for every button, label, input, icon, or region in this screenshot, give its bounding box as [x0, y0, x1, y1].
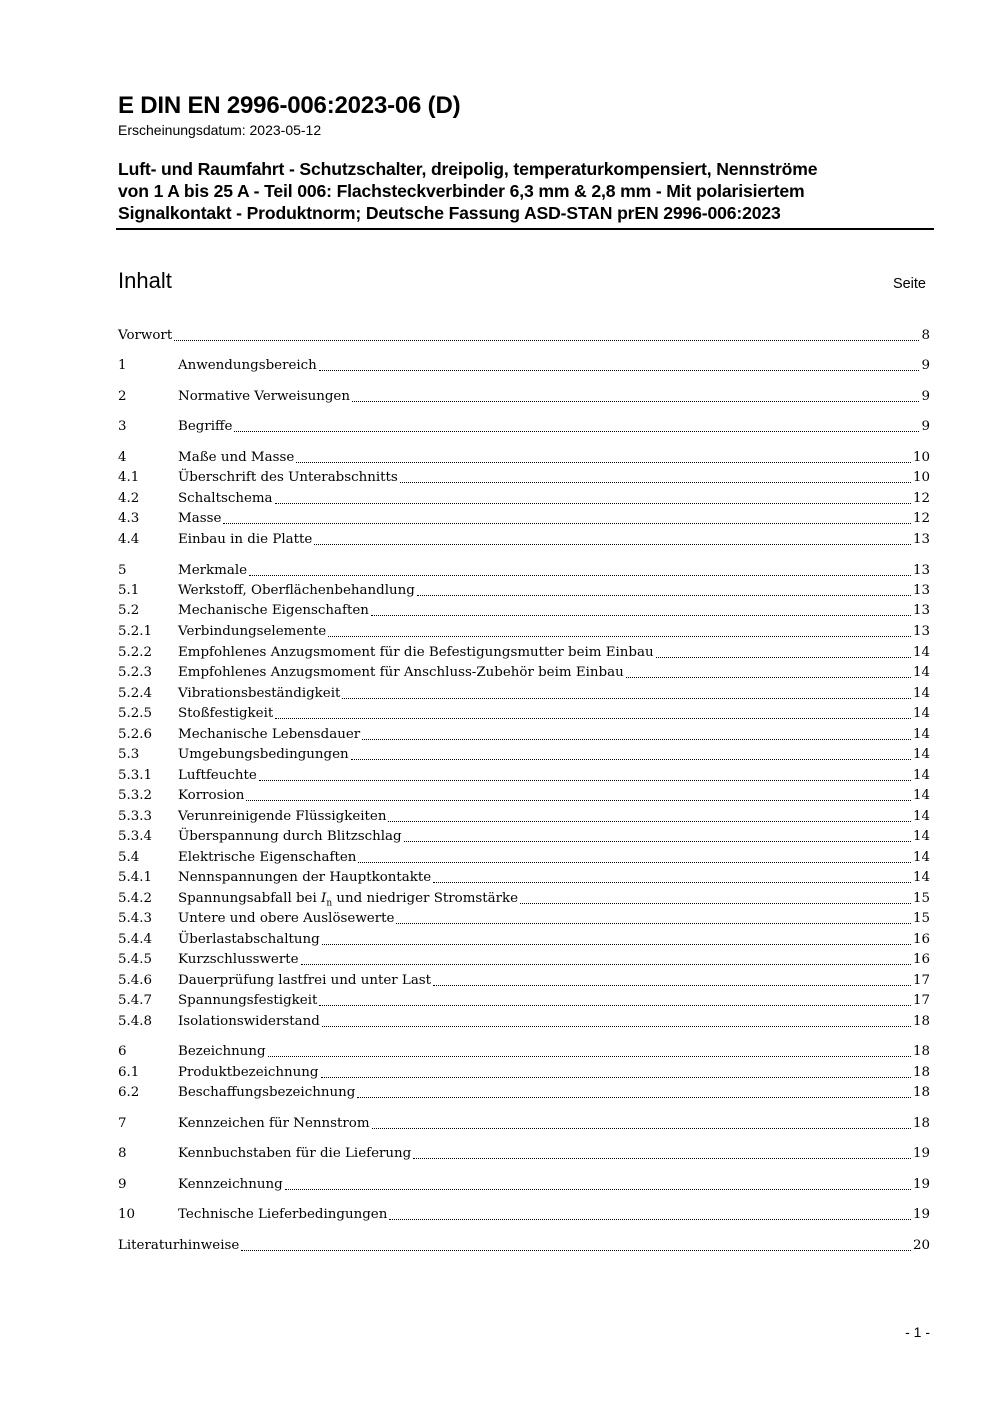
- toc-entry-number: 5.2.3: [118, 665, 153, 680]
- document-title-line: von 1 A bis 25 A - Teil 006: Flachsteckverbinder 6,3 mm & 2,8 mm - Mit polarisiertem: [118, 181, 805, 201]
- toc-dot-leader: [301, 963, 911, 965]
- toc-dot-leader: [322, 1025, 911, 1027]
- toc-entry[interactable]: [118, 1063, 930, 1083]
- toc-entry-title: [178, 1063, 319, 1083]
- toc-entry-number: 10: [118, 1207, 136, 1222]
- toc-entry-number: 5.4.8: [118, 1014, 153, 1029]
- title-divider: [116, 228, 934, 230]
- toc-entry[interactable]: [118, 601, 930, 621]
- toc-entry-title-text: Empfohlenes Anzugsmoment für die Befestigungsmutter beim Einbau: [178, 645, 654, 660]
- toc-entry-page: 12: [912, 491, 930, 506]
- toc-entry-page: 13: [912, 624, 930, 639]
- toc-dot-leader: [396, 922, 911, 924]
- document-title-line: Luft- und Raumfahrt - Schutzschalter, dreipolig, temperaturkompensiert, Nennströme: [118, 159, 818, 179]
- toc-dot-leader: [417, 594, 911, 596]
- toc-entry-title-text: Kennzeichen für Nennstrom: [178, 1116, 370, 1131]
- toc-entry[interactable]: [118, 643, 930, 663]
- toc-entry-page: 14: [912, 829, 930, 844]
- toc-dot-leader: [268, 1055, 911, 1057]
- page-column-label: Seite: [892, 276, 926, 292]
- toc-entry-title-text: Vorwort: [118, 328, 173, 343]
- toc-entry-title: [178, 663, 624, 683]
- toc-entry-title: [118, 1236, 239, 1256]
- toc-entry-number: 5.4.6: [118, 973, 153, 988]
- toc-entry-page: 14: [912, 686, 930, 701]
- toc-entry-page: 18: [912, 1014, 930, 1029]
- toc-entry[interactable]: [118, 704, 930, 724]
- toc-entry-title: [178, 725, 360, 745]
- toc-dot-leader: [433, 984, 911, 986]
- toc-entry-page: 14: [912, 870, 930, 885]
- toc-entry-title-text: Verunreinigende Flüssigkeiten: [178, 809, 387, 824]
- toc-entry[interactable]: [118, 326, 930, 346]
- toc-entry-title-text: Dauerprüfung lastfrei und unter Last: [178, 973, 432, 988]
- toc-entry-title: [178, 909, 394, 929]
- toc-entry[interactable]: [118, 971, 930, 991]
- toc-entry-page: 17: [912, 973, 930, 988]
- toc-entry-number: 5.3.2: [118, 788, 153, 803]
- toc-entry-symbol: I: [321, 891, 327, 906]
- toc-dot-leader: [352, 400, 920, 402]
- toc-entry-title-text: Empfohlenes Anzugsmoment für Anschluss-Zubehör beim Einbau: [178, 665, 624, 680]
- toc-entry-title-text: Nennspannungen der Hauptkontakte: [178, 870, 432, 885]
- toc-entry-title: [178, 561, 247, 581]
- toc-entry[interactable]: [118, 909, 930, 929]
- toc-dot-leader: [389, 1218, 911, 1220]
- toc-entry-page: 18: [912, 1065, 930, 1080]
- toc-entry-number: 7: [118, 1116, 127, 1131]
- toc-entry-page: 18: [912, 1116, 930, 1131]
- toc-entry[interactable]: [118, 1114, 930, 1134]
- toc-dot-leader: [319, 369, 920, 371]
- toc-dot-leader: [351, 758, 911, 760]
- toc-entry[interactable]: [118, 1236, 930, 1256]
- toc-entry-page: 15: [912, 891, 930, 906]
- toc-entry-page: 9: [921, 419, 930, 434]
- toc-dot-leader: [321, 1076, 911, 1078]
- toc-entry-page: 14: [912, 706, 930, 721]
- toc-entry-page: 18: [912, 1044, 930, 1059]
- toc-entry-title: [178, 868, 431, 888]
- toc-entry-title-text: Masse: [178, 511, 222, 526]
- toc-entry-title-text: Bezeichnung: [178, 1044, 266, 1059]
- toc-entry[interactable]: [118, 1144, 930, 1164]
- toc-entry-title-text: Produktbezeichnung: [178, 1065, 319, 1080]
- toc-entry[interactable]: [118, 786, 930, 806]
- toc-entry-title-text: Kennzeichnung: [178, 1177, 283, 1192]
- toc-dot-leader: [249, 574, 911, 576]
- toc-entry-number: 5.4.7: [118, 993, 153, 1008]
- toc-entry-title-text: Vibrationsbeständigkeit: [178, 686, 341, 701]
- toc-entry-title-text: Mechanische Eigenschaften: [178, 603, 369, 618]
- toc-entry-page: 13: [912, 563, 930, 578]
- toc-entry-title: [178, 509, 221, 529]
- toc-entry-title-text: Beschaffungsbezeichnung: [178, 1085, 356, 1100]
- toc-entry[interactable]: [118, 448, 930, 468]
- toc-dot-leader: [296, 461, 911, 463]
- footer-page-number: - 1 -: [905, 1324, 930, 1340]
- toc-entry-number: 6.1: [118, 1065, 140, 1080]
- toc-entry-title: [178, 745, 349, 765]
- toc-entry-title-text: Spannungsfestigkeit: [178, 993, 318, 1008]
- toc-entry[interactable]: [118, 1042, 930, 1062]
- toc-dot-leader: [223, 522, 911, 524]
- toc-dot-leader: [322, 943, 911, 945]
- toc-entry-number: 1: [118, 358, 127, 373]
- toc-entry-title-text: Umgebungsbedingungen: [178, 747, 349, 762]
- toc-dot-leader: [285, 1188, 911, 1190]
- toc-entry-title: [178, 417, 232, 437]
- toc-entry-number: 5.4.4: [118, 932, 153, 947]
- toc-entry-number: 5.2.5: [118, 706, 153, 721]
- toc-entry-number: 5.4.5: [118, 952, 153, 967]
- toc-entry-page: 19: [912, 1207, 930, 1222]
- toc-entry-title: [178, 581, 415, 601]
- toc-entry-number: 5.4.1: [118, 870, 153, 885]
- toc-entry-title-text: Merkmale: [178, 563, 248, 578]
- toc-entry-title: [178, 971, 431, 991]
- toc-entry-title: [178, 1114, 370, 1134]
- toc-entry-page: 8: [921, 328, 930, 343]
- toc-entry-number: 4: [118, 450, 127, 465]
- toc-entry-page: 14: [912, 645, 930, 660]
- toc-entry-number: 8: [118, 1146, 127, 1161]
- toc-dot-leader: [259, 779, 911, 781]
- toc-entry[interactable]: [118, 561, 930, 581]
- toc-entry-page: 20: [912, 1238, 930, 1253]
- toc-dot-leader: [372, 1127, 911, 1129]
- toc-entry-title: [178, 766, 257, 786]
- toc-entry-symbol-subscript: n: [326, 898, 333, 909]
- toc-entry-title: [178, 704, 273, 724]
- toc-entry-page: 19: [912, 1146, 930, 1161]
- toc-entry-page: 18: [912, 1085, 930, 1100]
- toc-entry-page: 9: [921, 358, 930, 373]
- toc-dot-leader: [371, 614, 911, 616]
- toc-entry[interactable]: [118, 991, 930, 1011]
- toc-entry-title: [178, 1144, 411, 1164]
- toc-entry-title-text: Überlastabschaltung: [178, 932, 320, 947]
- toc-entry-number: 5.4.2: [118, 891, 153, 906]
- toc-entry[interactable]: [118, 356, 930, 376]
- toc-entry[interactable]: [118, 468, 930, 488]
- toc-entry-number: 5.2.2: [118, 645, 153, 660]
- toc-entry[interactable]: [118, 1012, 930, 1032]
- toc-entry-title: [178, 1012, 320, 1032]
- document-title: [118, 158, 936, 224]
- toc-entry[interactable]: [118, 745, 930, 765]
- toc-dot-leader: [174, 339, 919, 341]
- toc-entry-number: 4.1: [118, 470, 140, 485]
- toc-entry-title: [178, 448, 294, 468]
- toc-entry[interactable]: [118, 848, 930, 868]
- toc-entry[interactable]: [118, 807, 930, 827]
- toc-entry-title-text: Stoßfestigkeit: [178, 706, 274, 721]
- toc-dot-leader: [433, 881, 911, 883]
- toc-entry[interactable]: [118, 889, 930, 909]
- toc-entry[interactable]: [118, 827, 930, 847]
- toc-dot-leader: [358, 861, 911, 863]
- toc-entry-title-text: Spannungsabfall bei: [178, 891, 317, 906]
- toc-entry-page: 13: [912, 583, 930, 598]
- toc-entry-title: [178, 1042, 266, 1062]
- toc-entry-title-text: Werkstoff, Oberflächenbehandlung: [178, 583, 415, 598]
- toc-dot-leader: [413, 1157, 911, 1159]
- toc-dot-leader: [362, 738, 911, 740]
- toc-dot-leader: [404, 840, 911, 842]
- toc-dot-leader: [234, 430, 919, 432]
- toc-entry-number: 6: [118, 1044, 127, 1059]
- toc-entry-page: 10: [912, 470, 930, 485]
- toc-dot-leader: [275, 717, 911, 719]
- toc-entry-number: 5.3.1: [118, 768, 153, 783]
- toc-entry-number: 4.2: [118, 491, 140, 506]
- toc-entry-title: [178, 468, 398, 488]
- toc-dot-leader: [246, 799, 911, 801]
- toc-entry-number: 2: [118, 389, 127, 404]
- toc-entry-title-text: Schaltschema: [178, 491, 273, 506]
- toc-entry-title: [178, 930, 320, 950]
- toc-entry-page: 14: [912, 727, 930, 742]
- toc-entry[interactable]: [118, 766, 930, 786]
- toc-entry-title: [118, 326, 172, 346]
- toc-dot-leader: [520, 902, 911, 904]
- toc-entry-title-text: Isolationswiderstand: [178, 1014, 320, 1029]
- toc-entry-number: 5: [118, 563, 127, 578]
- toc-entry-title: [178, 489, 273, 509]
- toc-entry-title-text: Technische Lieferbedingungen: [178, 1207, 388, 1222]
- toc-entry-title-text: Verbindungselemente: [178, 624, 327, 639]
- toc-entry-title-text: Korrosion: [178, 788, 245, 803]
- toc-entry[interactable]: [118, 684, 930, 704]
- toc-entry-title: [178, 1205, 387, 1225]
- toc-entry[interactable]: [118, 1205, 930, 1225]
- toc-entry-title-text: Einbau in die Platte: [178, 532, 313, 547]
- toc-dot-leader: [314, 543, 911, 545]
- toc-entry-page: 17: [912, 993, 930, 1008]
- toc-entry-page: 14: [912, 747, 930, 762]
- toc-dot-leader: [319, 1004, 911, 1006]
- toc-entry[interactable]: [118, 417, 930, 437]
- toc-entry[interactable]: [118, 868, 930, 888]
- toc-entry-title-text: Begriffe: [178, 419, 233, 434]
- toc-entry[interactable]: [118, 530, 930, 550]
- toc-entry-number: 5.2.4: [118, 686, 153, 701]
- toc-entry-title-text: Elektrische Eigenschaften: [178, 850, 357, 865]
- document-title-line: Signalkontakt - Produktnorm; Deutsche Fassung ASD-STAN prEN 2996-006:2023: [118, 203, 781, 223]
- toc-entry[interactable]: [118, 489, 930, 509]
- toc-entry-page: 19: [912, 1177, 930, 1192]
- toc-entry-page: 14: [912, 850, 930, 865]
- toc-entry[interactable]: [118, 581, 930, 601]
- toc-entry-title-text: Luftfeuchte: [178, 768, 257, 783]
- toc-entry[interactable]: [118, 930, 930, 950]
- toc-entry-number: 5.1: [118, 583, 140, 598]
- toc-entry[interactable]: [118, 663, 930, 683]
- toc-entry-number: 5.4.3: [118, 911, 153, 926]
- toc-entry-number: 5.3.3: [118, 809, 153, 824]
- toc-entry-number: 5.3.4: [118, 829, 153, 844]
- toc-entry-page: 13: [912, 532, 930, 547]
- toc-entry-page: 12: [912, 511, 930, 526]
- toc-entry-title-text: Überspannung durch Blitzschlag: [178, 829, 402, 844]
- toc-entry[interactable]: [118, 509, 930, 529]
- toc-entry-title: [178, 786, 244, 806]
- toc-entry-number: 4.3: [118, 511, 140, 526]
- toc-entry[interactable]: [118, 1083, 930, 1103]
- toc-entry[interactable]: [118, 950, 930, 970]
- toc-entry-title: [178, 684, 340, 704]
- toc-entry[interactable]: [118, 1175, 930, 1195]
- toc-dot-leader: [388, 820, 911, 822]
- toc-entry-page: 13: [912, 603, 930, 618]
- toc-entry-title-text: Normative Verweisungen: [178, 389, 350, 404]
- toc-entry[interactable]: [118, 622, 930, 642]
- toc-entry-page: 10: [912, 450, 930, 465]
- toc-entry-page: 15: [912, 911, 930, 926]
- toc-entry-number: 6.2: [118, 1085, 140, 1100]
- toc-entry-title: [178, 601, 369, 621]
- toc-entry-title: [178, 622, 326, 642]
- toc-entry-page: 16: [912, 932, 930, 947]
- toc-entry-title: [178, 356, 317, 376]
- toc-dot-leader: [241, 1249, 911, 1251]
- toc-entry-number: 3: [118, 419, 127, 434]
- toc-dot-leader: [626, 676, 911, 678]
- toc-entry-number: 5.4: [118, 850, 140, 865]
- document-id: E DIN EN 2996-006:2023-06 (D): [118, 92, 461, 119]
- toc-dot-leader: [328, 635, 911, 637]
- toc-entry-title: [178, 950, 299, 970]
- toc-entry-page: 16: [912, 952, 930, 967]
- toc-entry-title-text: Untere und obere Auslösewerte: [178, 911, 395, 926]
- toc-entry-title: [178, 1083, 355, 1103]
- toc-entry-title-text: Kurzschlusswerte: [178, 952, 299, 967]
- toc-entry-page: 14: [912, 665, 930, 680]
- toc-dot-leader: [342, 697, 911, 699]
- toc-entry-number: 5.2.1: [118, 624, 153, 639]
- toc-entry-number: 5.3: [118, 747, 140, 762]
- toc-entry-title-text: Anwendungsbereich: [178, 358, 317, 373]
- toc-entry-page: 9: [921, 389, 930, 404]
- toc-entry-title: [178, 848, 356, 868]
- toc-entry-title-text: Überschrift des Unterabschnitts: [178, 470, 398, 485]
- toc-entry-title: [178, 530, 312, 550]
- toc-entry-number: 5.2.6: [118, 727, 153, 742]
- toc-entry-page: 14: [912, 809, 930, 824]
- toc-dot-leader: [400, 481, 911, 483]
- toc-entry-title: [178, 387, 350, 407]
- toc-entry[interactable]: [118, 725, 930, 745]
- toc-entry-title-suffix: und niedriger Stromstärke: [332, 891, 519, 906]
- toc-entry-title-text: Literaturhinweise: [118, 1238, 240, 1253]
- toc-dot-leader: [656, 656, 911, 658]
- toc-dot-leader: [357, 1096, 911, 1098]
- toc-entry-number: 9: [118, 1177, 127, 1192]
- toc-entry-title: [178, 827, 402, 847]
- toc-dot-leader: [275, 502, 911, 504]
- toc-entry-title: [178, 807, 386, 827]
- toc-entry-title: [178, 1175, 283, 1195]
- toc-entry-title: [178, 643, 654, 663]
- toc-entry-page: 14: [912, 788, 930, 803]
- publication-date: Erscheinungsdatum: 2023-05-12: [118, 122, 322, 138]
- toc-entry-title-text: Kennbuchstaben für die Lieferung: [178, 1146, 412, 1161]
- toc-entry[interactable]: [118, 387, 930, 407]
- toc-entry-number: 5.2: [118, 603, 140, 618]
- toc-entry-number: 4.4: [118, 532, 140, 547]
- toc-entry-title: [178, 991, 317, 1011]
- toc-heading: Inhalt: [118, 268, 172, 293]
- toc-entry-title-text: Maße und Masse: [178, 450, 295, 465]
- toc-entry-title-text: Mechanische Lebensdauer: [178, 727, 361, 742]
- toc-entry-page: 14: [912, 768, 930, 783]
